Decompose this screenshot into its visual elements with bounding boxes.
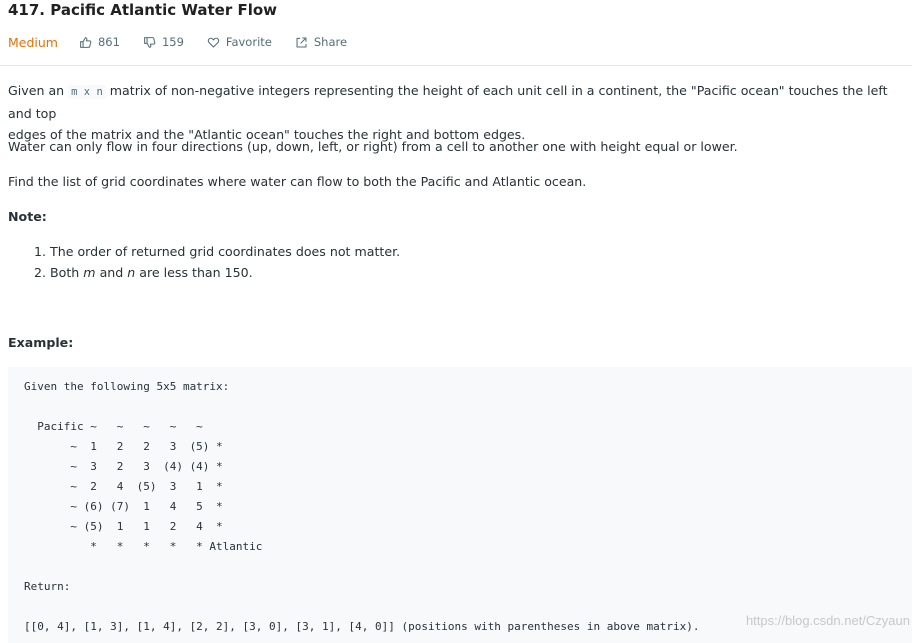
description-paragraph-3: Find the list of grid coordinates where water can flow to both the Pacific and Atlantic ocean. <box>8 174 587 189</box>
thumbs-down-icon <box>143 36 156 49</box>
note-list <box>34 241 894 283</box>
return-label: Return: <box>24 580 71 593</box>
heart-icon <box>207 36 220 49</box>
variable-n: n <box>127 265 136 280</box>
matrix-line: ~ 1 2 2 3 (5) * <box>24 440 223 453</box>
description-text: Given an <box>8 83 69 98</box>
problem-title: 417. Pacific Atlantic Water Flow <box>8 1 278 19</box>
watermark: https://blog.csdn.net/Czyaun <box>745 613 910 628</box>
matrix-line: ~ (6) (7) 1 4 5 * <box>24 500 223 513</box>
like-button[interactable] <box>79 35 120 49</box>
matrix-line: Pacific ~ ~ ~ ~ ~ <box>24 420 203 433</box>
matrix-line: ~ 2 4 (5) 3 1 * <box>24 480 223 493</box>
favorite-button[interactable] <box>207 35 272 49</box>
favorite-label: Favorite <box>225 35 272 49</box>
dislikes-count: 159 <box>161 35 184 49</box>
note-text: are less than 150. <box>135 265 253 280</box>
problem-meta-bar <box>8 33 370 51</box>
note-item-2 <box>34 262 894 283</box>
matrix-line: ~ (5) 1 1 2 4 * <box>24 520 223 533</box>
description-text: matrix of non-negative integers representing the height of each unit cell in a continent, the "Pacific ocean" touches the left and top <box>8 83 888 121</box>
difficulty-label: Medium <box>8 34 58 50</box>
description-paragraph-2: Water can only flow in four directions (up, down, left, or right) from a cell to another one with height equal or lower. <box>8 139 738 154</box>
description-text: edges of the matrix and the "Atlantic ocean" touches the right and bottom edges. <box>8 127 526 142</box>
matrix-line: ~ 3 2 3 (4) (4) * <box>24 460 223 473</box>
return-result: [[0, 4], [1, 3], [1, 4], [2, 2], [3, 0], [3, 1], [4, 0]] (positions with parentheses in above matrix). <box>24 620 700 633</box>
likes-count: 861 <box>97 35 120 49</box>
matrix-line: * * * * * Atlantic <box>24 540 263 553</box>
note-text: 2. Both <box>34 265 84 280</box>
inline-code-mxn: m x n <box>68 85 106 99</box>
thumbs-up-icon <box>79 36 92 49</box>
note-item-1: 1. The order of returned grid coordinates does not matter. <box>34 244 401 259</box>
note-heading: Note: <box>8 209 47 224</box>
note-text: and <box>95 265 128 280</box>
share-button[interactable] <box>295 35 347 49</box>
header-divider <box>0 65 912 66</box>
dislike-button[interactable] <box>143 35 184 49</box>
share-icon <box>295 36 308 49</box>
variable-m: m <box>83 265 96 280</box>
example-code-block <box>8 367 912 643</box>
share-label: Share <box>313 35 348 49</box>
example-intro: Given the following 5x5 matrix: <box>24 380 230 393</box>
example-heading: Example: <box>8 335 74 350</box>
